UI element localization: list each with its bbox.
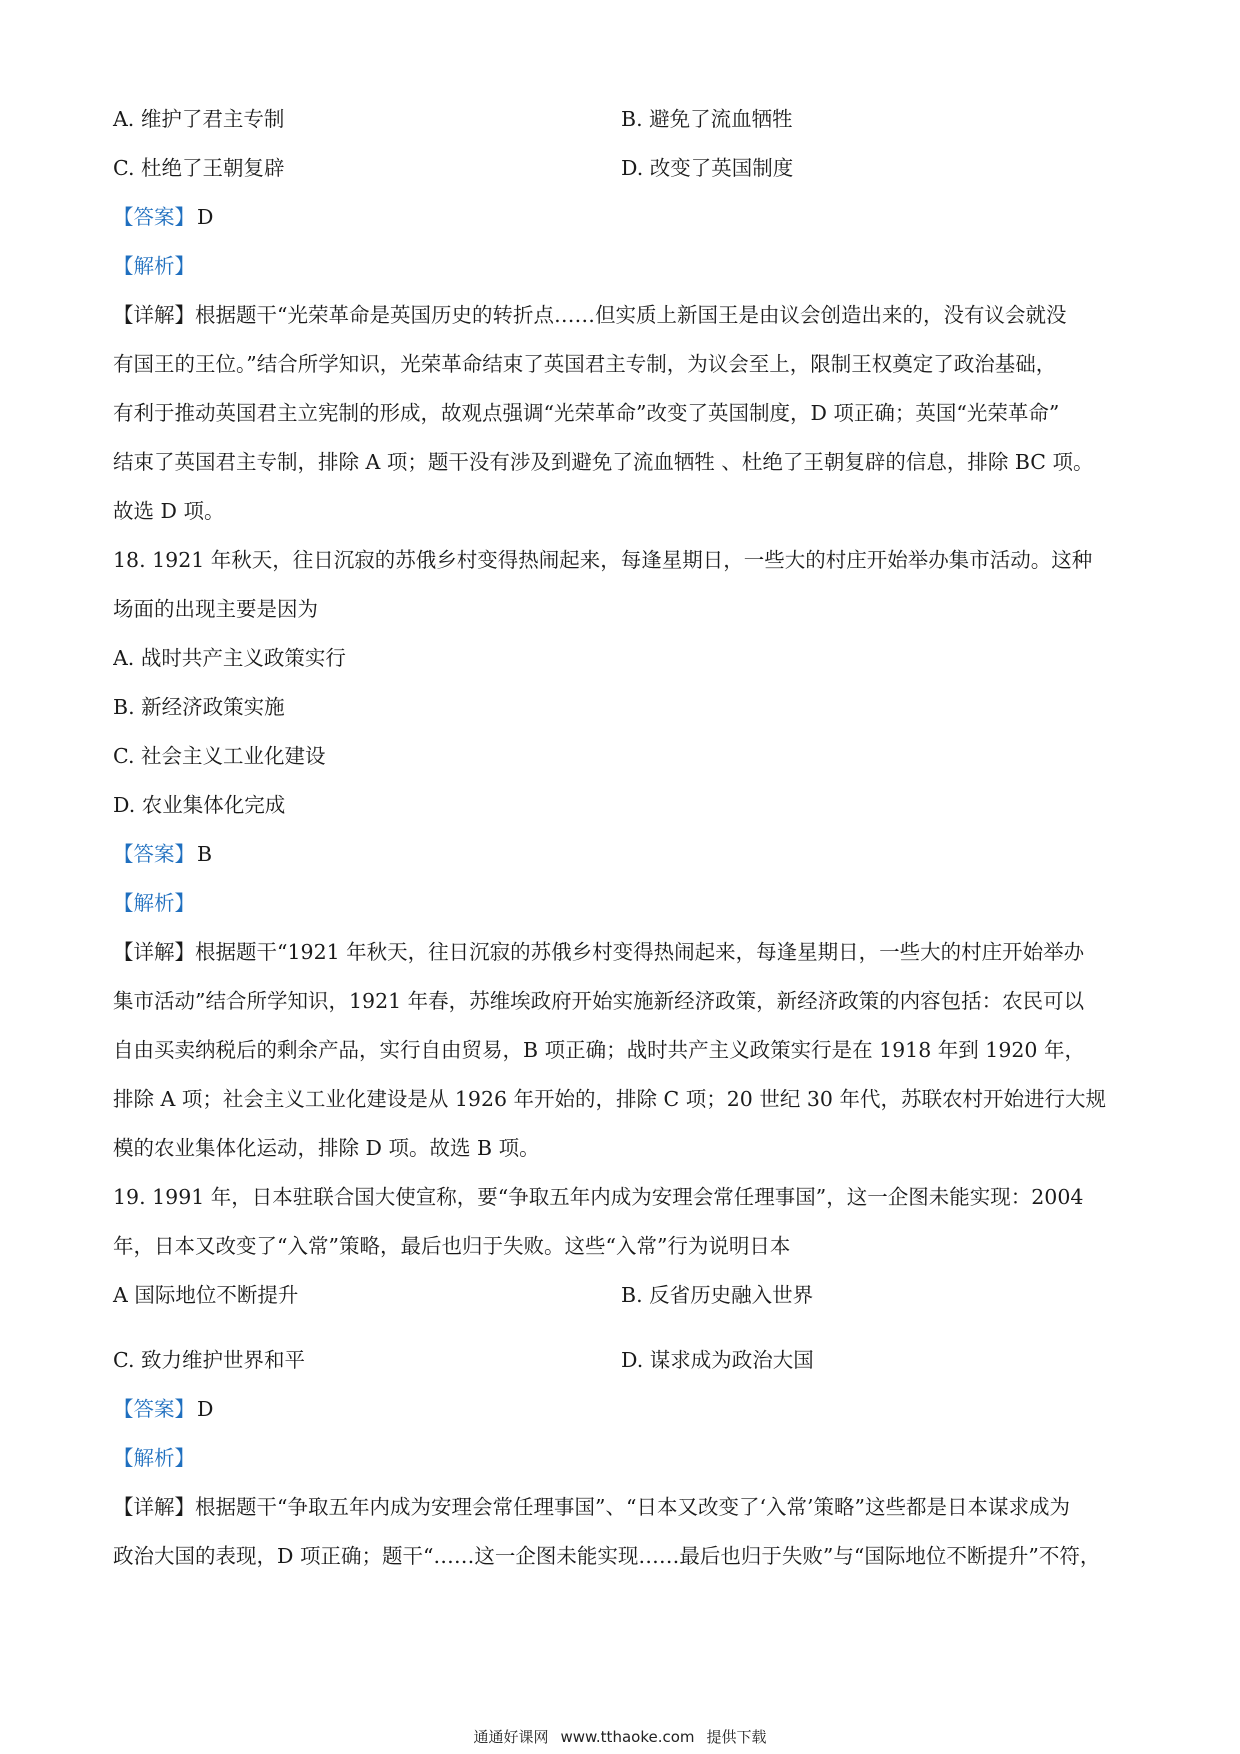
footer-brand: 通通好课网 [473, 1728, 549, 1746]
q18-detail-line-5: 模的农业集体化运动，排除 D 项。故选 B 项。 [113, 1136, 540, 1160]
q18-detail-line-4: 排除 A 项；社会主义工业化建设是从 1926 年开始的，排除 C 项；20 世纪 30 年代，苏联农村开始进行大规 [113, 1087, 1106, 1111]
q19-options-row-2 [113, 1345, 1133, 1375]
q17-option-c: C. 杜绝了王朝复辟 [113, 156, 285, 180]
q17-detail-line-1 [113, 300, 1133, 330]
q19-stem-line-2: 年，日本又改变了“入常”策略，最后也归于失败。这些“入常”行为说明日本 [113, 1234, 791, 1258]
q17-options-row-1 [113, 104, 1133, 134]
footer-suffix: 提供下载 [706, 1728, 767, 1746]
detail-label: 【详解】 [113, 1495, 195, 1519]
page-footer [0, 1726, 1240, 1748]
q18-answer [113, 839, 1133, 869]
q17-detail-line-4: 结束了英国君主专制，排除 A 项；题干没有涉及到避免了流血牺牲 、杜绝了王朝复辟的信息，排除 BC 项。 [113, 450, 1094, 474]
q19-options-row-1 [113, 1280, 1133, 1310]
q19-option-b: B. 反省历史融入世界 [621, 1283, 814, 1307]
q17-option-b: B. 避免了流血牺牲 [621, 107, 793, 131]
answer-label: 【答案】 [113, 842, 195, 866]
q17-option-d: D. 改变了英国制度 [621, 156, 794, 180]
q19-stem-line-1: 19. 1991 年，日本驻联合国大使宣称，要“争取五年内成为安理会常任理事国”，这一企图未能实现：2004 [113, 1185, 1084, 1209]
q19-option-d: D. 谋求成为政治大国 [621, 1348, 814, 1372]
q17-detail-line-5: 故选 D 项。 [113, 499, 225, 523]
q18-stem-line-2: 场面的出现主要是因为 [113, 597, 318, 621]
q18-option-a: A. 战时共产主义政策实行 [113, 646, 346, 670]
q18-detail-line-3: 自由买卖纳税后的剩余产品，实行自由贸易，B 项正确；战时共产主义政策实行是在 1918 年到 1920 年， [113, 1038, 1085, 1062]
q19-detail-line-2: 政治大国的表现，D 项正确；题干“……这一企图未能实现……最后也归于失败”与“国际地位不断提升”不符， [113, 1544, 1101, 1568]
q18-option-d: D. 农业集体化完成 [113, 793, 286, 817]
answer-value: B [197, 842, 213, 866]
answer-label: 【答案】 [113, 1397, 195, 1421]
answer-value: D [197, 205, 214, 229]
q19-answer [113, 1394, 1133, 1424]
q19-analysis-label [113, 1443, 1133, 1473]
q19-option-a: A 国际地位不断提升 [113, 1283, 299, 1307]
q18-option-b: B. 新经济政策实施 [113, 695, 285, 719]
footer-url[interactable]: www.tthaoke.com [560, 1728, 695, 1746]
detail-text: 根据题干“争取五年内成为安理会常任理事国”、“日本又改变了‘入常’策略”这些都是日本谋求成为 [195, 1495, 1070, 1519]
q18-detail-line-2: 集市活动”结合所学知识，1921 年春，苏维埃政府开始实施新经济政策，新经济政策的内容包括：农民可以 [113, 989, 1085, 1013]
q18-detail-line-1 [113, 937, 1133, 967]
detail-label: 【详解】 [113, 303, 195, 327]
detail-text: 根据题干“1921 年秋天，往日沉寂的苏俄乡村变得热闹起来，每逢星期日，一些大的村庄开始举办 [195, 940, 1085, 964]
q17-detail-line-3: 有利于推动英国君主立宪制的形成，故观点强调“光荣革命”改变了英国制度，D 项正确；英国“光荣革命” [113, 401, 1060, 425]
q17-analysis-label [113, 251, 1133, 281]
answer-label: 【答案】 [113, 205, 195, 229]
detail-label: 【详解】 [113, 940, 195, 964]
q18-stem-line-1: 18. 1921 年秋天，往日沉寂的苏俄乡村变得热闹起来，每逢星期日，一些大的村庄开始举办集市活动。这种 [113, 548, 1093, 572]
q17-answer [113, 202, 1133, 232]
analysis-label: 【解析】 [113, 891, 195, 915]
q18-analysis-label [113, 888, 1133, 918]
q19-detail-line-1 [113, 1492, 1133, 1522]
detail-text: 根据题干“光荣革命是英国历史的转折点……但实质上新国王是由议会创造出来的，没有议会就没 [195, 303, 1067, 327]
q17-option-a: A. 维护了君主专制 [113, 107, 285, 131]
q17-options-row-2 [113, 153, 1133, 183]
answer-value: D [197, 1397, 214, 1421]
q17-detail-line-2: 有国王的王位。”结合所学知识，光荣革命结束了英国君主专制，为议会至上，限制王权奠定了政治基础， [113, 352, 1057, 376]
q19-option-c: C. 致力维护世界和平 [113, 1348, 305, 1372]
analysis-label: 【解析】 [113, 1446, 195, 1470]
analysis-label: 【解析】 [113, 254, 195, 278]
q18-option-c: C. 社会主义工业化建设 [113, 744, 326, 768]
